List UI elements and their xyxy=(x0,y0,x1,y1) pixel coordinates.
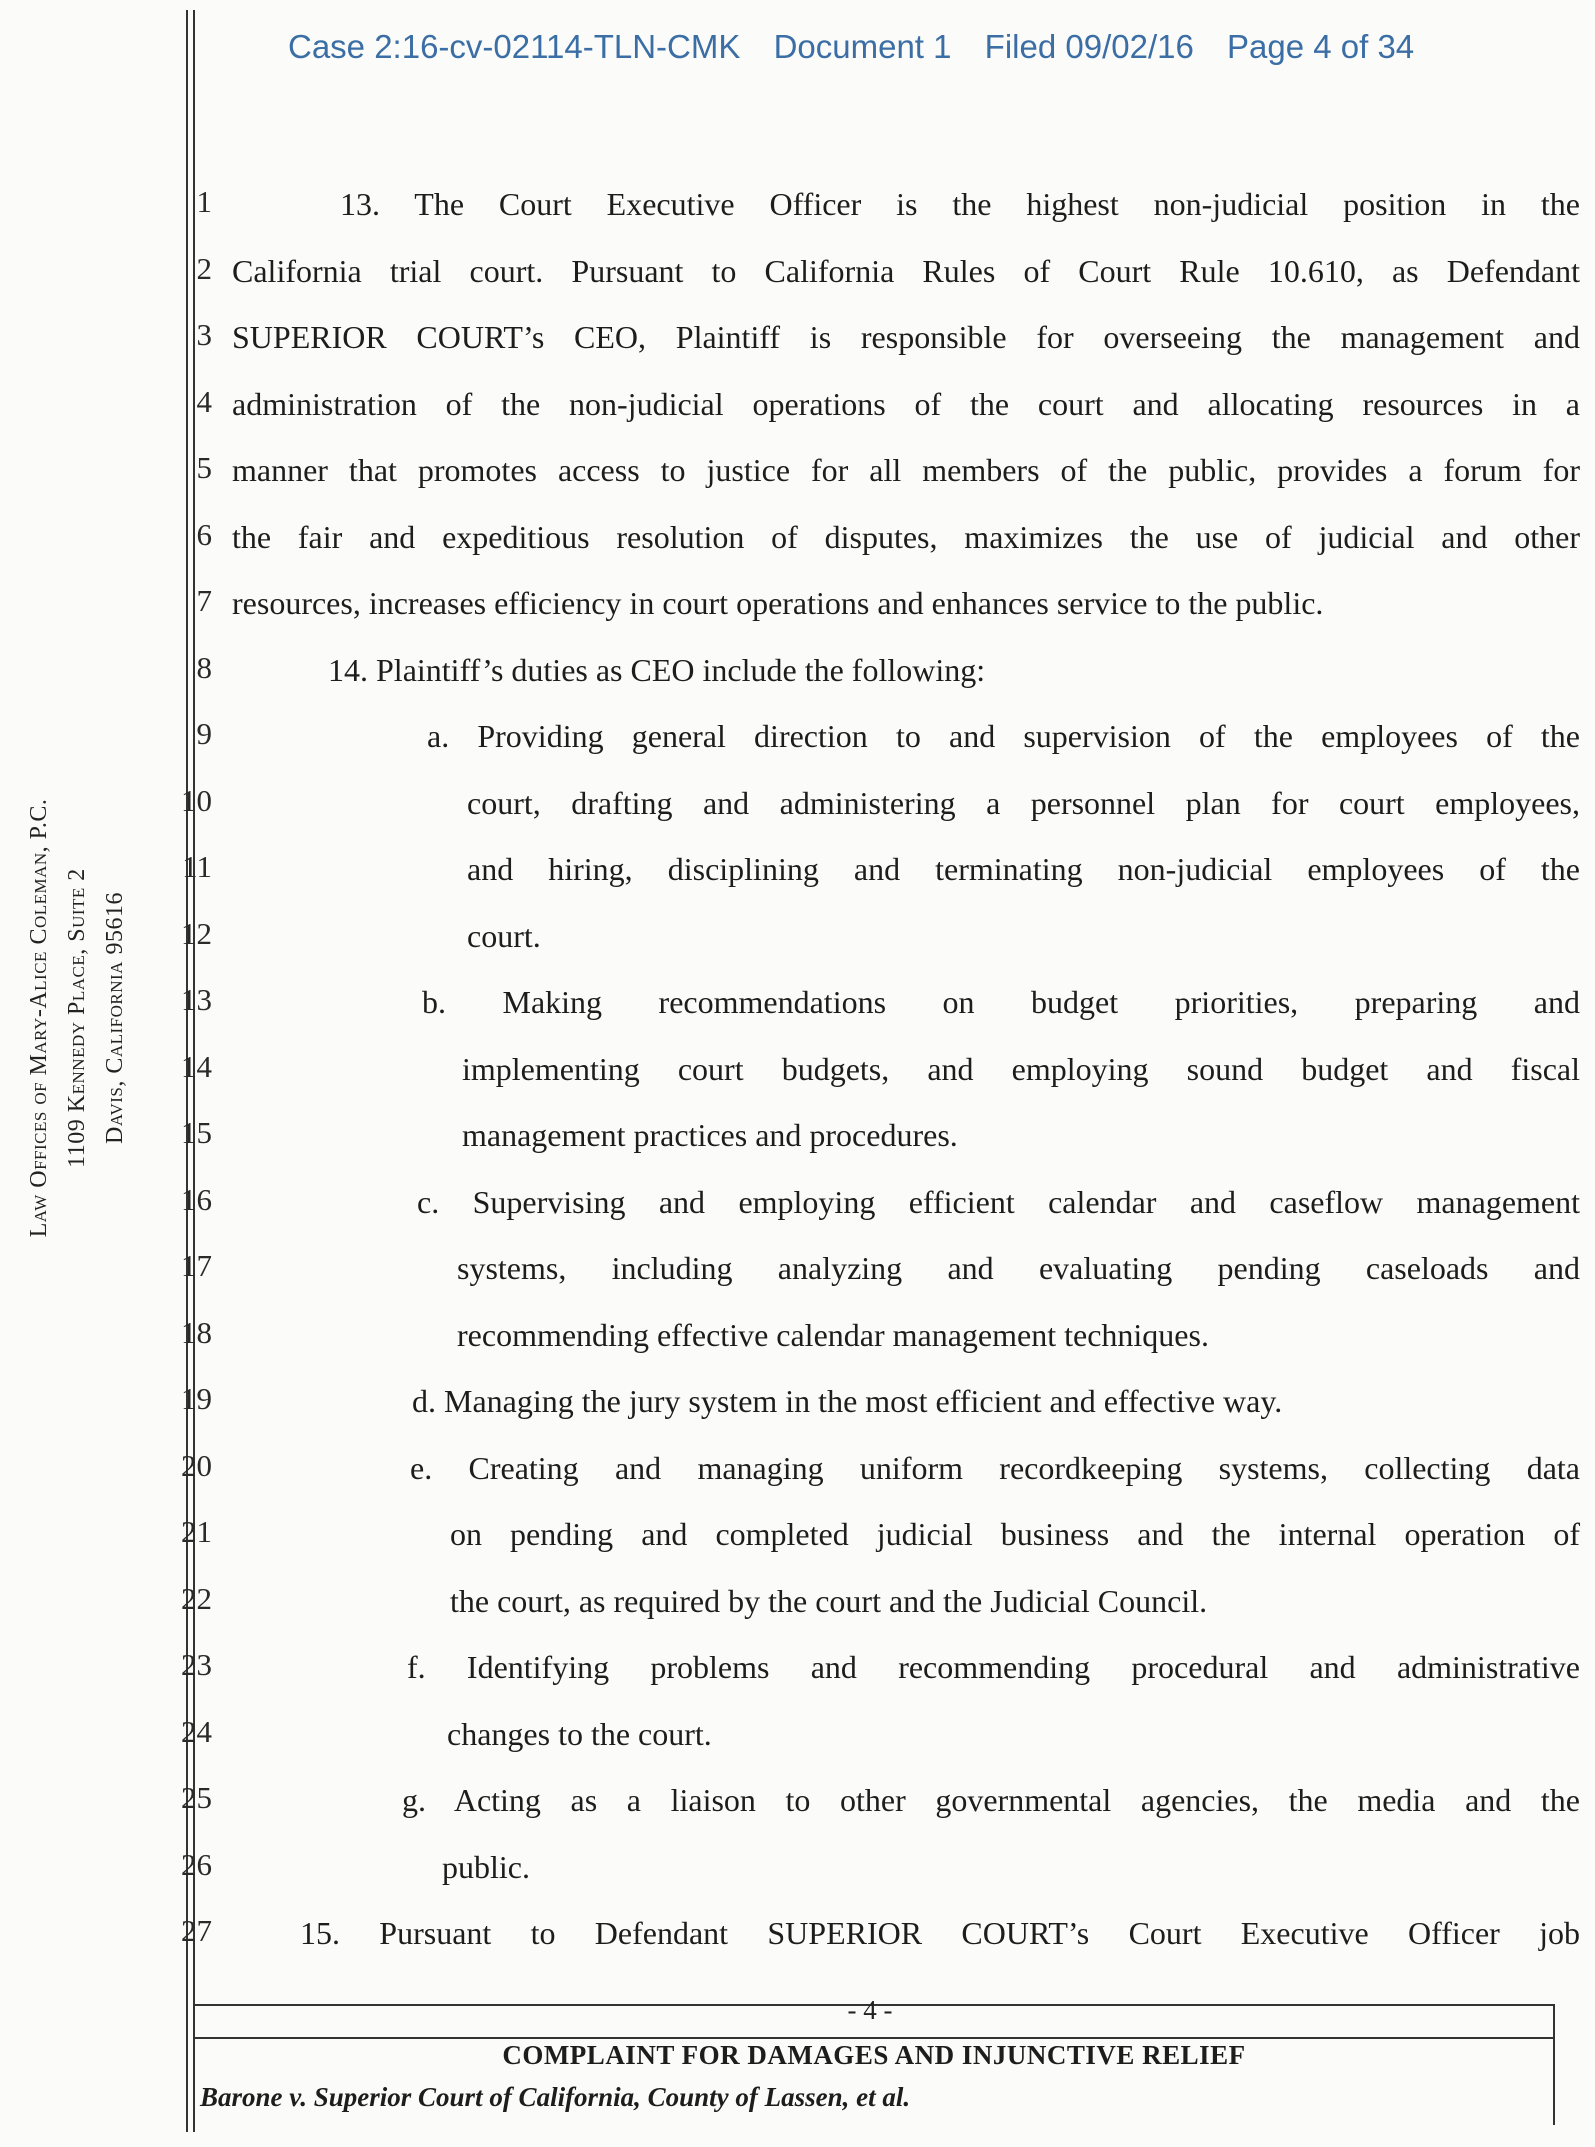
line-number: 17 xyxy=(181,1248,212,1283)
text-line: g. Acting as a liaison to other governmental agencies, the media and the xyxy=(402,1782,1580,1818)
case-header xyxy=(288,28,1438,66)
text-line: 13. The Court Executive Officer is the highest non-judicial position in the xyxy=(340,186,1580,222)
text-line: court. xyxy=(467,917,541,954)
line-number: 13 xyxy=(181,982,212,1017)
line-number: 4 xyxy=(196,383,212,419)
line-number: 9 xyxy=(196,716,212,751)
line-number: 8 xyxy=(196,649,212,685)
document-number: Document 1 xyxy=(773,28,952,65)
text-line: the fair and expeditious resolution of disputes, maximizes the use of judicial and other xyxy=(232,518,1580,555)
page-of-pages: Page 4 of 34 xyxy=(1227,28,1415,65)
text-line: California trial court. Pursuant to California Rules of Court Rule 10.610, as Defendant xyxy=(232,252,1580,289)
pleading-title: COMPLAINT FOR DAMAGES AND INJUNCTIVE RELIEF xyxy=(502,2040,1246,2070)
line-number: 12 xyxy=(181,915,212,951)
text-line: manner that promotes access to justice for all members of the public, provides a forum for xyxy=(232,452,1580,488)
text-line: d. Managing the jury system in the most efficient and effective way. xyxy=(412,1383,1283,1419)
line-number: 24 xyxy=(181,1713,212,1749)
line-number: 19 xyxy=(181,1381,212,1416)
line-number: 7 xyxy=(196,583,212,618)
case-number: Case 2:16-cv-02114-TLN-CMK xyxy=(288,28,741,65)
line-number: 22 xyxy=(181,1580,212,1616)
text-line: and hiring, disciplining and terminating non-judicial employees of the xyxy=(467,851,1580,887)
text-line: c. Supervising and employing efficient calendar and caseflow management xyxy=(417,1183,1580,1220)
firm-street: 1109 Kennedy Place, Suite 2 xyxy=(64,868,90,1168)
text-line: 14. Plaintiff’s duties as CEO include the following: xyxy=(328,651,986,688)
line-number: 1 xyxy=(196,184,212,219)
line-number: 26 xyxy=(181,1846,212,1882)
text-line: 15. Pursuant to Defendant SUPERIOR COURT’s Court Executive Officer job xyxy=(300,1915,1580,1951)
text-line: b. Making recommendations on budget priorities, preparing and xyxy=(422,984,1580,1020)
text-line: changes to the court. xyxy=(447,1715,712,1752)
line-number: 3 xyxy=(196,317,212,352)
case-caption: Barone v. Superior Court of California, County of Lassen, et al. xyxy=(200,2082,911,2112)
text-line: public. xyxy=(442,1848,530,1885)
line-number: 18 xyxy=(181,1314,212,1350)
page-number: - 4 - xyxy=(847,1995,893,2025)
line-number: 21 xyxy=(181,1514,212,1549)
line-number: 20 xyxy=(181,1447,212,1483)
line-number: 2 xyxy=(196,250,212,286)
firm-city: Davis, California 95616 xyxy=(102,892,128,1144)
filed-date: Filed 09/02/16 xyxy=(984,28,1194,65)
text-line: implementing court budgets, and employing sound budget and fiscal xyxy=(462,1050,1580,1087)
text-line: e. Creating and managing uniform recordkeeping systems, collecting data xyxy=(410,1449,1580,1486)
line-number: 11 xyxy=(182,849,212,884)
line-number: 5 xyxy=(196,450,212,485)
firm-name: Law Offices of Mary-Alice Coleman, P.C. xyxy=(26,798,52,1238)
line-number: 27 xyxy=(181,1913,212,1948)
text-line: f. Identifying problems and recommending procedural and administrative xyxy=(407,1649,1580,1685)
text-line: the court, as required by the court and the Judicial Council. xyxy=(450,1582,1208,1619)
text-line: systems, including analyzing and evaluating pending caseloads and xyxy=(457,1250,1580,1286)
text-line: on pending and completed judicial business and the internal operation of xyxy=(450,1516,1580,1552)
line-number: 10 xyxy=(181,782,212,818)
text-line: resources, increases efficiency in court operations and enhances service to the public. xyxy=(232,585,1324,621)
line-number: 15 xyxy=(181,1115,212,1150)
line-number: 6 xyxy=(196,516,212,552)
text-line: administration of the non-judicial operations of the court and allocating resources in a xyxy=(232,385,1580,422)
line-number: 14 xyxy=(181,1048,212,1084)
text-line: management practices and procedures. xyxy=(462,1117,958,1153)
text-line: court, drafting and administering a personnel plan for court employees, xyxy=(467,784,1580,821)
text-line: a. Providing general direction to and supervision of the employees of the xyxy=(427,718,1580,754)
footer-rule-mid xyxy=(193,2037,1555,2039)
line-number: 25 xyxy=(181,1780,212,1815)
line-number: 23 xyxy=(181,1647,212,1682)
line-number: 16 xyxy=(181,1181,212,1217)
text-line: SUPERIOR COURT’s CEO, Plaintiff is responsible for overseeing the management and xyxy=(232,319,1580,355)
text-line: recommending effective calendar management techniques. xyxy=(457,1316,1209,1353)
